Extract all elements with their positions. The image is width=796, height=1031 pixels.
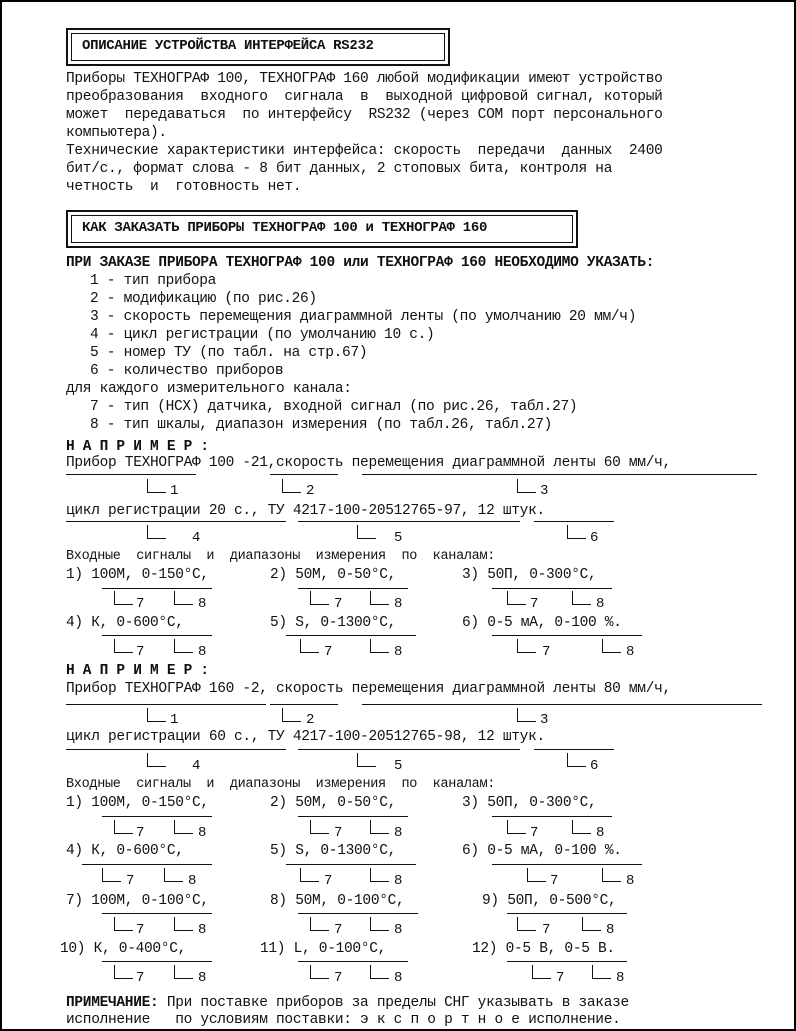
marker-7: 7 [136,644,145,660]
marker-8: 8 [198,825,207,841]
marker-8: 8 [626,873,635,889]
marker-8: 8 [188,873,197,889]
marker-8: 8 [198,922,207,938]
section1-line-3: может передаваться по интерфейсу RS232 (через COM порт персонального [66,107,663,123]
marker-7: 7 [530,825,539,841]
marker-7: 7 [136,970,145,986]
marker-8: 8 [198,644,207,660]
example1-signals-header: Входные сигналы и диапазоны измерения по каналам: [66,549,496,564]
example2-channel-1: 1) 100М, 0-150°С, [66,795,209,811]
marker-8: 8 [198,970,207,986]
example2-channel-7: 7) 100М, 0-100°С, [66,893,209,909]
marker-7: 7 [334,970,343,986]
example1-channel-2: 2) 50М, 0-50°С, [270,567,397,583]
section1-line-4: компьютера). [66,125,167,141]
marker-4: 4 [192,758,201,774]
order-item-1: 1 - тип прибора [90,273,217,289]
section2-intro: ПРИ ЗАКАЗЕ ПРИБОРА ТЕХНОГРАФ 100 или ТЕХНОГРАФ 160 НЕОБХОДИМО УКАЗАТЬ: [66,255,655,271]
marker-3: 3 [540,483,549,499]
marker-8: 8 [394,922,403,938]
order-item-3: 3 - скорость перемещения диаграммной ленты (по умолчанию 20 мм/ч) [90,309,637,325]
marker-7: 7 [126,873,135,889]
marker-8: 8 [596,596,605,612]
marker-7: 7 [556,970,565,986]
section1-title: ОПИСАНИЕ УСТРОЙСТВА ИНТЕРФЕЙСА RS232 [82,38,374,54]
marker-5: 5 [394,758,403,774]
order-item-5: 5 - номер ТУ (по табл. на стр.67) [90,345,368,361]
example2-channel-10: 10) К, 0-400°С, [60,941,187,957]
section1-line-7: четность и готовность нет. [66,179,302,195]
marker-7: 7 [542,922,551,938]
channel-intro: для каждого измерительного канала: [66,381,352,397]
example1-heading: Н А П Р И М Е Р : [66,439,209,455]
marker-7: 7 [334,825,343,841]
example2-signals-header: Входные сигналы и диапазоны измерения по каналам: [66,777,496,792]
marker-8: 8 [606,922,615,938]
example2-channel-12: 12) 0-5 В, 0-5 В. [472,941,615,957]
example2-channel-11: 11) L, 0-100°С, [260,941,387,957]
example2-line1: Прибор ТЕХНОГРАФ 160 -2, скорость перемещения диаграммной ленты 80 мм/ч, [66,681,671,697]
marker-7: 7 [136,922,145,938]
channel-item-8: 8 - тип шкалы, диапазон измерения (по табл.26, табл.27) [90,417,553,433]
example2-channel-2: 2) 50М, 0-50°С, [270,795,397,811]
note-line2: исполнение по условиям поставки: э к с п о р т н о е исполнение. [66,1012,621,1028]
example1-channel-5: 5) S, 0-1300°С, [270,615,397,631]
example1-channel-4: 4) К, 0-600°С, [66,615,184,631]
example2-channel-9: 9) 50П, 0-500°С, [482,893,617,909]
example2-channel-4: 4) К, 0-600°С, [66,843,184,859]
marker-7: 7 [136,825,145,841]
marker-1: 1 [170,483,179,499]
example2-channel-5: 5) S, 0-1300°С, [270,843,397,859]
marker-7: 7 [530,596,539,612]
section1-line-6: бит/с., формат слова - 8 бит данных, 2 стоповых бита, контроля на [66,161,613,177]
note-line1 [66,994,629,1012]
example2-line2: цикл регистрации 60 с., ТУ 4217-100-20512765-98, 12 штук. [66,729,545,745]
marker-8: 8 [596,825,605,841]
example1-channel-6: 6) 0-5 мА, 0-100 %. [462,615,622,631]
marker-8: 8 [394,644,403,660]
marker-7: 7 [136,596,145,612]
marker-8: 8 [394,596,403,612]
note-label: ПРИМЕЧАНИЕ: [66,995,159,1011]
marker-8: 8 [626,644,635,660]
marker-8: 8 [198,596,207,612]
marker-4: 4 [192,530,201,546]
marker-6: 6 [590,530,599,546]
marker-7: 7 [550,873,559,889]
section2-title: КАК ЗАКАЗАТЬ ПРИБОРЫ ТЕХНОГРАФ 100 и ТЕХНОГРАФ 160 [82,220,488,236]
marker-8: 8 [616,970,625,986]
example2-channel-8: 8) 50М, 0-100°С, [270,893,405,909]
example1-channel-1: 1) 100М, 0-150°С, [66,567,209,583]
order-item-2: 2 - модификацию (по рис.26) [90,291,317,307]
marker-7: 7 [334,596,343,612]
marker-6: 6 [590,758,599,774]
marker-7: 7 [324,873,333,889]
section1-line-5: Технические характеристики интерфейса: скорость передачи данных 2400 [66,143,663,159]
note-text-1: При поставке приборов за пределы СНГ указывать в заказе [158,995,629,1011]
marker-8: 8 [394,825,403,841]
marker-7: 7 [334,922,343,938]
example2-channel-3: 3) 50П, 0-300°С, [462,795,597,811]
marker-2: 2 [306,483,315,499]
example2-heading: Н А П Р И М Е Р : [66,663,209,679]
example1-line1: Прибор ТЕХНОГРАФ 100 -21,скорость перемещения диаграммной ленты 60 мм/ч, [66,455,671,471]
section1-line-2: преобразования входного сигнала в выходной цифровой сигнал, который [66,89,663,105]
channel-item-7: 7 - тип (НСХ) датчика, входной сигнал (по рис.26, табл.27) [90,399,578,415]
order-item-4: 4 - цикл регистрации (по умолчанию 10 с.) [90,327,435,343]
marker-7: 7 [324,644,333,660]
marker-3: 3 [540,712,549,728]
section1-line-1: Приборы ТЕХНОГРАФ 100, ТЕХНОГРАФ 160 любой модификации имеют устройство [66,71,663,87]
order-item-6: 6 - количество приборов [90,363,284,379]
marker-8: 8 [394,970,403,986]
marker-8: 8 [394,873,403,889]
example2-channel-6: 6) 0-5 мА, 0-100 %. [462,843,622,859]
example1-line2: цикл регистрации 20 с., ТУ 4217-100-20512765-97, 12 штук. [66,503,545,519]
marker-5: 5 [394,530,403,546]
marker-1: 1 [170,712,179,728]
example1-channel-3: 3) 50П, 0-300°С, [462,567,597,583]
marker-2: 2 [306,712,315,728]
marker-7: 7 [542,644,551,660]
